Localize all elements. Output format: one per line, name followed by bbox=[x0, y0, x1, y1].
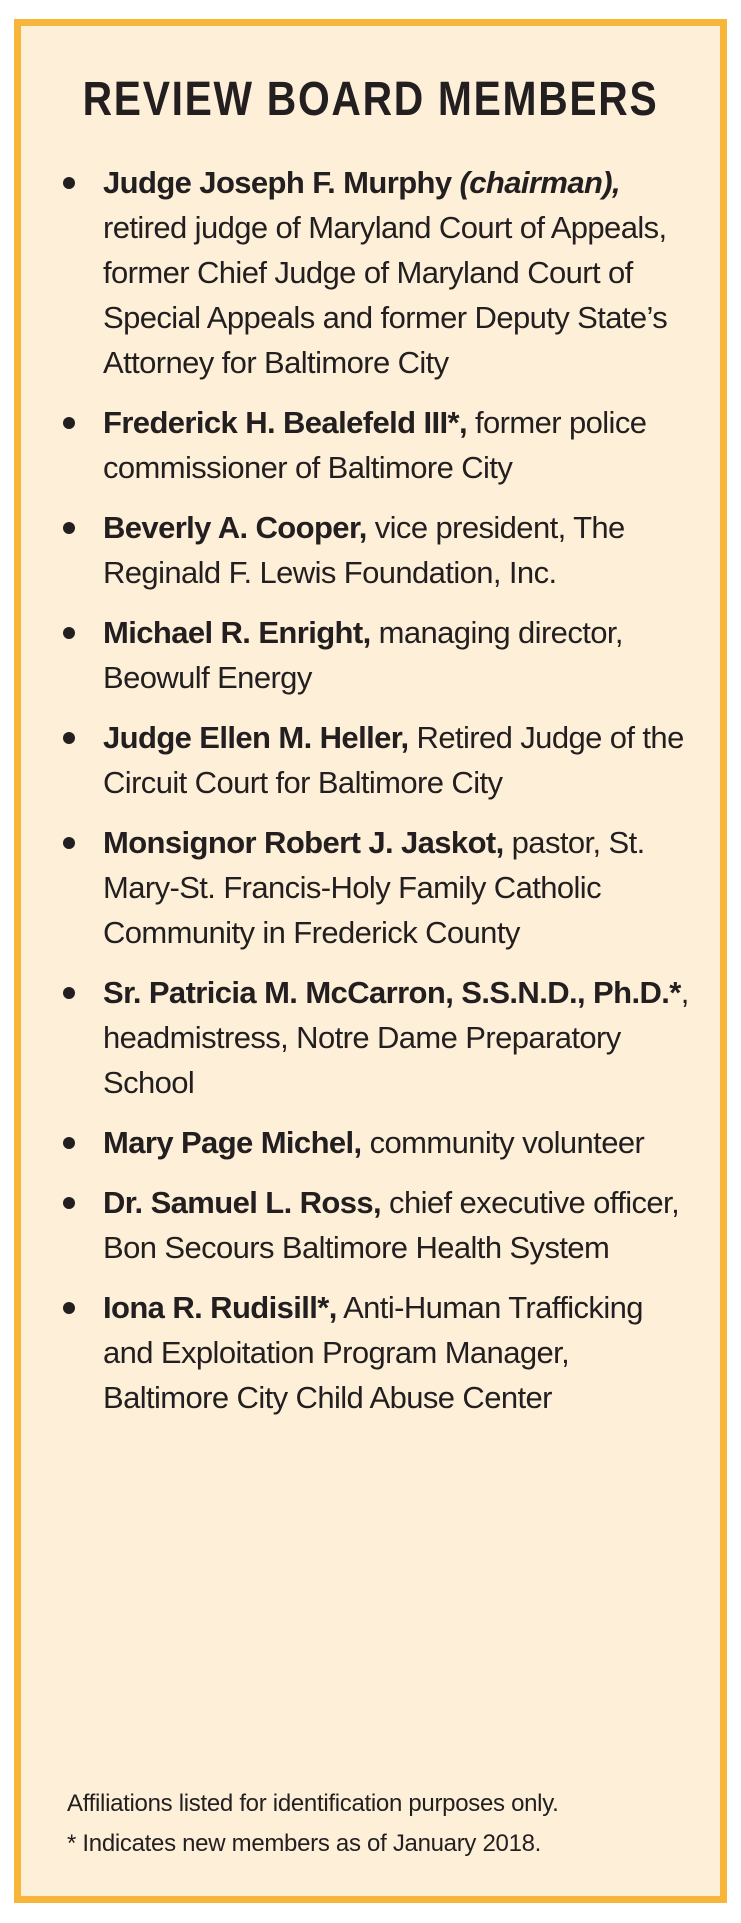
member-name: Dr. Samuel L. Ross, bbox=[103, 1185, 382, 1220]
footnotes bbox=[67, 1784, 559, 1864]
member-name: Sr. Patricia M. McCarron, S.S.N.D., Ph.D.* bbox=[103, 975, 681, 1010]
bullet-icon bbox=[63, 177, 75, 189]
member-name: Mary Page Michel, bbox=[103, 1125, 362, 1160]
member-description: pastor, St. Mary-St. Francis-Holy Family Catholic Community in Frederick County bbox=[103, 825, 645, 950]
member-item bbox=[21, 400, 720, 490]
member-description: community volunteer bbox=[369, 1125, 645, 1160]
members-list bbox=[21, 160, 720, 1435]
member-description: Retired Judge of the Circuit Court for Baltimore City bbox=[103, 720, 684, 800]
member-item bbox=[21, 970, 720, 1105]
member-description: chief executive officer, Bon Secours Baltimore Health System bbox=[103, 1185, 680, 1265]
member-item bbox=[21, 160, 720, 385]
bullet-icon bbox=[63, 417, 75, 429]
bullet-icon bbox=[63, 987, 75, 999]
affiliations-note: Affiliations listed for identification purposes only. bbox=[67, 1790, 559, 1817]
member-item bbox=[21, 1120, 720, 1165]
bullet-icon bbox=[63, 732, 75, 744]
member-role-note: (chairman), bbox=[459, 165, 621, 200]
member-name: Judge Ellen M. Heller, bbox=[103, 720, 409, 755]
bullet-icon bbox=[63, 837, 75, 849]
member-description: retired judge of Maryland Court of Appeals, former Chief Judge of Maryland Court of Special Appeals and former Deputy State’s Attorney for Baltimore City bbox=[103, 210, 668, 380]
bullet-icon bbox=[63, 1137, 75, 1149]
member-item bbox=[21, 610, 720, 700]
bullet-icon bbox=[63, 522, 75, 534]
review-board-panel bbox=[14, 19, 727, 1903]
bullet-icon bbox=[63, 1302, 75, 1314]
member-description: managing director, Beowulf Energy bbox=[103, 615, 623, 695]
bullet-icon bbox=[63, 1197, 75, 1209]
member-description: , headmistress, Notre Dame Preparatory School bbox=[103, 975, 689, 1100]
panel-title: REVIEW BOARD MEMBERS bbox=[82, 73, 659, 126]
member-item bbox=[21, 1180, 720, 1270]
member-item bbox=[21, 715, 720, 805]
bullet-icon bbox=[63, 627, 75, 639]
member-description: former police commissioner of Baltimore City bbox=[103, 405, 647, 485]
member-name: Beverly A. Cooper, bbox=[103, 510, 367, 545]
member-name: Michael R. Enright, bbox=[103, 615, 371, 650]
member-name: Judge Joseph F. Murphy bbox=[103, 165, 452, 200]
member-description: Anti-Human Trafficking and Exploitation Program Manager, Baltimore City Child Abuse Center bbox=[103, 1290, 643, 1415]
member-item bbox=[21, 820, 720, 955]
member-item bbox=[21, 1285, 720, 1420]
member-name: Monsignor Robert J. Jaskot, bbox=[103, 825, 504, 860]
new-members-note: * Indicates new members as of January 2018. bbox=[67, 1830, 542, 1857]
member-description: vice president, The Reginald F. Lewis Foundation, Inc. bbox=[103, 510, 625, 590]
member-name: Frederick H. Bealefeld III*, bbox=[103, 405, 467, 440]
member-name: Iona R. Rudisill*, bbox=[103, 1290, 337, 1325]
member-item bbox=[21, 505, 720, 595]
